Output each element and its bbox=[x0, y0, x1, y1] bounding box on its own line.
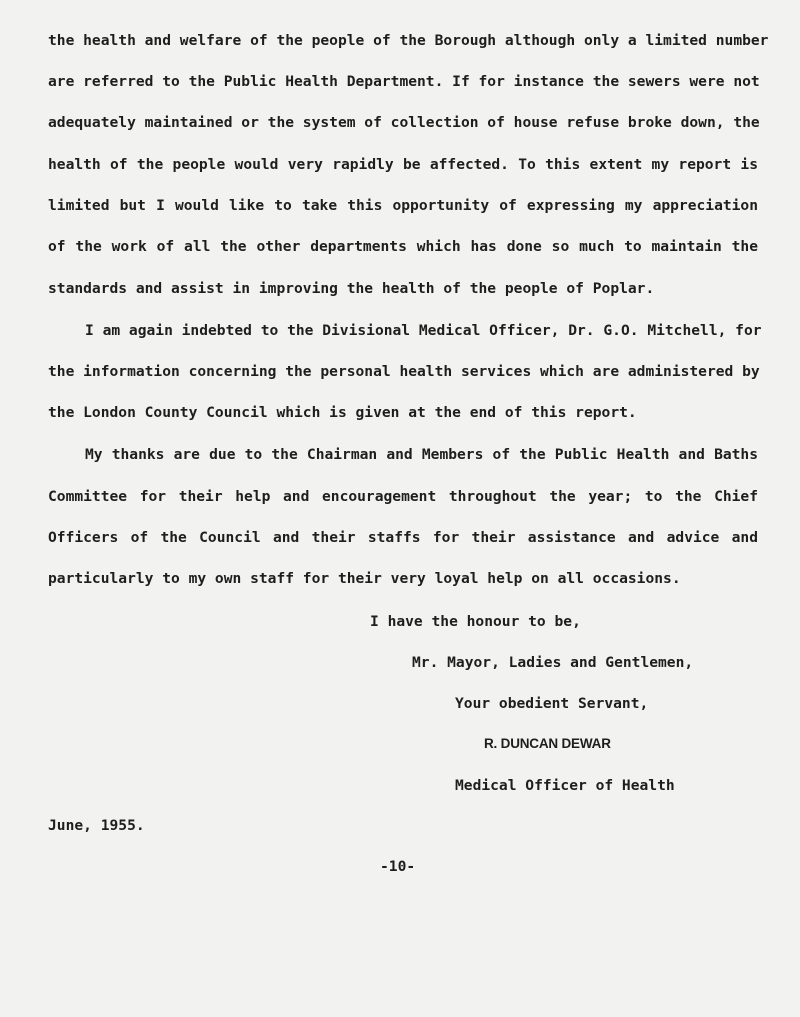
paragraph-2-line-2: the information concerning the personal health services which are administered by bbox=[48, 363, 760, 380]
paragraph-3-line-4: particularly to my own staff for their very loyal help on all occasions. bbox=[48, 570, 681, 587]
paragraph-2-line-3: the London County Council which is given at the end of this report. bbox=[48, 404, 637, 421]
paragraph-2-line-1: I am again indebted to the Divisional Medical Officer, Dr. G.O. Mitchell, for bbox=[85, 322, 762, 339]
paragraph-1-line-7: standards and assist in improving the health of the people of Poplar. bbox=[48, 280, 655, 297]
paragraph-3-line-1: My thanks are due to the Chairman and Members of the Public Health and Baths bbox=[85, 446, 758, 463]
paragraph-1-line-4: health of the people would very rapidly be affected. To this extent my report is bbox=[48, 156, 758, 173]
paragraph-3-line-3: Officers of the Council and their staffs for their assistance and advice and bbox=[48, 529, 758, 546]
paragraph-1-line-1: the health and welfare of the people of the Borough although only a limited number bbox=[48, 32, 769, 49]
page-number: -10- bbox=[380, 858, 416, 875]
signatory-title: Medical Officer of Health bbox=[455, 777, 675, 794]
closing-honour: I have the honour to be, bbox=[370, 613, 581, 630]
closing-salutation: Mr. Mayor, Ladies and Gentlemen, bbox=[412, 654, 694, 671]
paragraph-1-line-2: are referred to the Public Health Department. If for instance the sewers were not bbox=[48, 73, 760, 90]
document-date: June, 1955. bbox=[48, 817, 145, 834]
closing-servant: Your obedient Servant, bbox=[455, 695, 649, 712]
paragraph-1-line-5: limited but I would like to take this opportunity of expressing my appreciation bbox=[48, 197, 758, 214]
paragraph-1-line-6: of the work of all the other departments which has done so much to maintain the bbox=[48, 238, 758, 255]
signatory-name: R. DUNCAN DEWAR bbox=[484, 736, 611, 751]
paragraph-3-line-2: Committee for their help and encouragement throughout the year; to the Chief bbox=[48, 488, 758, 505]
paragraph-1-line-3: adequately maintained or the system of collection of house refuse broke down, the bbox=[48, 114, 760, 131]
